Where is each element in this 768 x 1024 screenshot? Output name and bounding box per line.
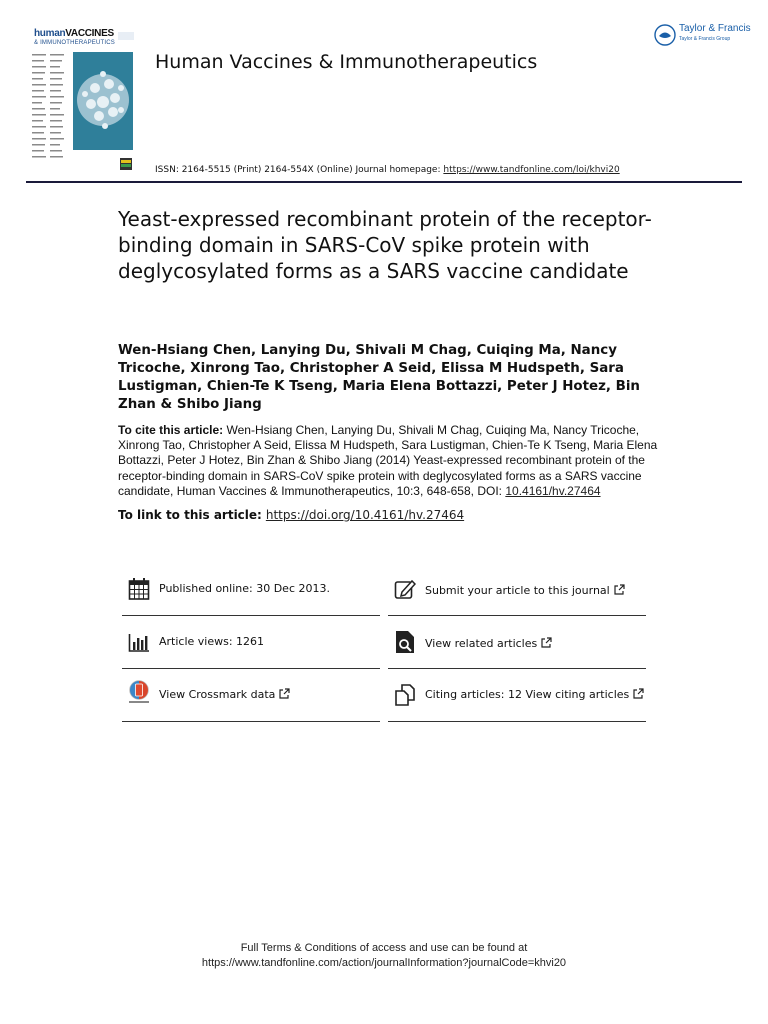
publisher-logo-icon [654, 24, 676, 46]
bar-chart-icon [128, 630, 150, 654]
publisher-logo[interactable] [654, 22, 751, 48]
footer-terms-url[interactable]: https://www.tandfonline.com/action/journalInformation?journalCode=khvi20 [201, 957, 567, 969]
related-articles-link[interactable]: View related articles [425, 637, 552, 650]
article-doi-url-link[interactable]: https://doi.org/10.4161/hv.27464 [265, 508, 465, 522]
external-link-icon [541, 637, 552, 648]
citation-label: To cite this article: [118, 423, 224, 437]
journal-cover-image [32, 28, 134, 166]
publisher-name: Taylor & Francis [679, 23, 751, 34]
citation-block [118, 423, 663, 499]
crossmark-link[interactable]: View Crossmark data [159, 688, 290, 701]
article-authors: Wen-Hsiang Chen, Lanying Du, Shivali M Chag, Cuiqing Ma, Nancy Tricoche, Xinrong Tao, Christopher A Seid, Elissa M Hudspeth, Sara Lustigman, Chien-Te K Tseng, Maria Elena Bottazzi, Peter J Hotez, Bin Zhan & Shibo Jiang [118, 343, 640, 412]
submit-article-cell[interactable] [388, 563, 646, 616]
calendar-icon [128, 577, 150, 601]
crossmark-cell[interactable] [122, 669, 380, 722]
external-link-icon [279, 688, 290, 699]
article-views-text: Article views: 1261 [159, 635, 265, 648]
citing-articles-cell[interactable] [388, 669, 646, 722]
published-online-cell [122, 563, 380, 616]
submit-article-link[interactable]: Submit your article to this journal [425, 584, 625, 597]
related-articles-cell[interactable] [388, 616, 646, 669]
footer-terms-text: Full Terms & Conditions of access and use can be found at [240, 942, 528, 954]
article-link-label: To link to this article: [118, 508, 262, 522]
cover-contents-list [32, 52, 68, 162]
open-access-badge-icon [120, 158, 132, 170]
citing-articles-link[interactable]: Citing articles: 12 View citing articles [425, 688, 644, 701]
issn-text: ISSN: 2164-5515 (Print) 2164-554X (Online) Journal homepage: [155, 165, 441, 175]
published-online-text: Published online: 30 Dec 2013. [159, 582, 330, 595]
cover-virus-illustration [73, 52, 133, 150]
citing-articles-icon [394, 683, 416, 707]
issn-line [155, 165, 620, 175]
cover-brand: humanVACCINES [34, 28, 114, 39]
search-document-icon [394, 630, 416, 654]
cover-tag [118, 32, 134, 40]
article-title: Yeast-expressed recombinant protein of the receptor-binding domain in SARS-CoV spike protein with deglycosylated forms as a SARS vaccine candidate [118, 207, 652, 283]
article-views-cell [122, 616, 380, 669]
external-link-icon [614, 584, 625, 595]
doi-link[interactable]: 10.4161/hv.27464 [505, 483, 601, 498]
external-link-icon [633, 688, 644, 699]
journal-title: Human Vaccines & Immunotherapeutics [155, 51, 538, 73]
header-divider [26, 181, 742, 183]
citation-text: Wen-Hsiang Chen, Lanying Du, Shivali M Chag, Cuiqing Ma, Nancy Tricoche, Xinrong Tao, Christopher A Seid, Elissa M Hudspeth, Sara Lustigman, Chien-Te K Tseng, Maria Elena Bottazzi, Peter J Hotez, Bin Zhan & Shibo Jiang (2014) Yeast-expressed recombinant protein of the receptor-binding domain in SARS-CoV spike protein with deglycosylated forms as a SARS vaccine candidate, Human Vaccines & Immunotherapeutics, 10:3, 648-658, DOI: [118, 423, 658, 498]
crossmark-icon [127, 680, 151, 706]
article-link-line [118, 508, 464, 522]
journal-homepage-link[interactable]: https://www.tandfonline.com/loi/khvi20 [443, 165, 620, 175]
publisher-group: Taylor & Francis Group [679, 36, 731, 42]
cover-brand-sub: & IMMUNOTHERAPEUTICS [34, 40, 116, 46]
edit-icon [394, 577, 416, 601]
